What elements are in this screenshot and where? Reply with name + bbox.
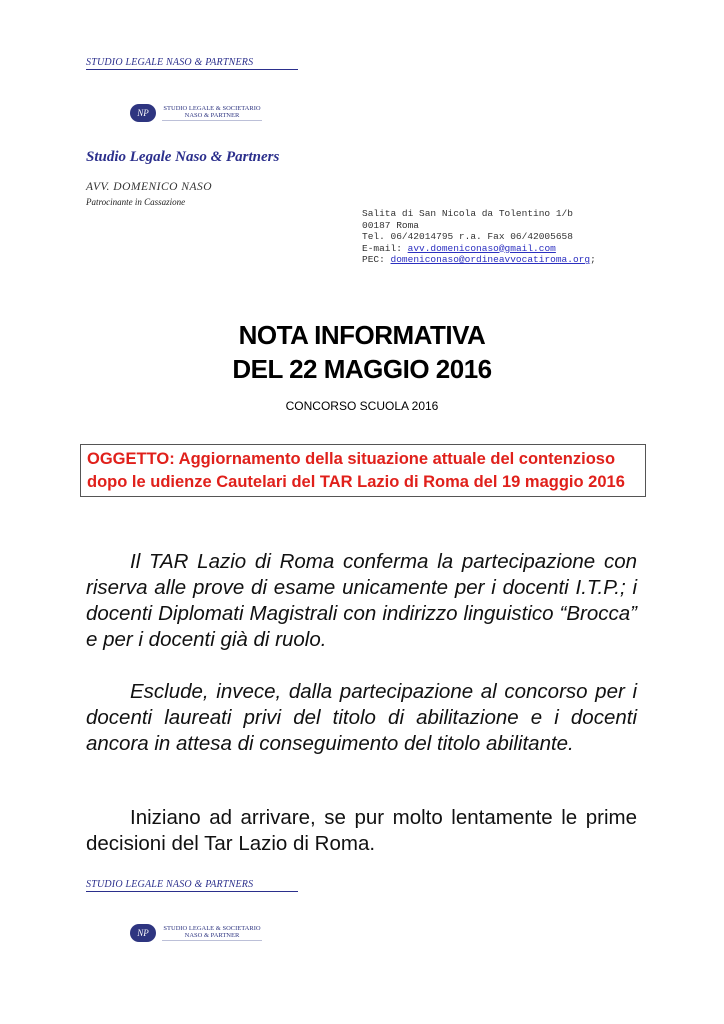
logo-text [162,105,262,121]
paragraph-1-text: Il TAR Lazio di Roma conferma la partecipazione con riserva alle prove di esame unicamente per i docenti I.T.P.; i docenti Diplomati Magistrali con indirizzo linguistico “Brocca” e per i docenti già di ruolo. [86,550,637,651]
logo-divider [162,120,262,121]
subject-box: OGGETTO: Aggiornamento della situazione attuale del contenzioso dopo le udienze Cautelari del TAR Lazio di Roma del 19 maggio 2016 [80,444,646,497]
logo-text-line2: NASO & PARTNER [184,112,240,119]
header-studio-label: STUDIO LEGALE NASO & PARTNERS [86,57,298,70]
pec-suffix: ; [590,254,596,265]
paragraph-3 [86,805,637,857]
address-street: Salita di San Nicola da Tolentino 1/b [362,208,573,219]
footer-logo [130,924,262,942]
address-phone: Tel. 06/42014795 r.a. Fax 06/42005658 [362,231,573,242]
header-logo [130,104,262,122]
logo-mark-icon [130,104,156,122]
lawyer-name: AVV. DOMENICO NASO [86,181,213,193]
paragraph-2-text: Esclude, invece, dalla partecipazione al concorso per i docenti laureati privi del titolo di abilitazione e i docenti ancora in attesa di conseguimento del titolo abilitante. [86,680,637,755]
paragraph-1 [86,549,637,653]
pec-label: PEC: [362,254,385,265]
footer-logo-text-line1: STUDIO LEGALE & SOCIETARIO [163,925,261,932]
paragraph-2 [86,679,637,757]
title-line2: DEL 22 MAGGIO 2016 [232,354,492,384]
pec-link[interactable]: domeniconaso@ordineavvocatiroma.org [390,254,591,265]
logo-text-line1: STUDIO LEGALE & SOCIETARIO [163,105,261,112]
paragraph-3-text: Iniziano ad arrivare, se pur molto lentamente le prime decisioni del Tar Lazio di Roma. [86,806,637,855]
address-pec-row [362,254,596,266]
address-email-row [362,243,596,255]
footer-logo-divider [162,940,262,941]
email-link[interactable]: avv.domeniconaso@gmail.com [407,242,556,254]
lawyer-qualification: Patrocinante in Cassazione [86,197,186,207]
email-label: E-mail: [362,242,402,254]
title-line1: NOTA INFORMATIVA [238,320,486,350]
document-subtitle: CONCORSO SCUOLA 2016 [285,399,439,413]
logo-mark-text: NP [137,108,149,118]
address-city: 00187 Roma [362,219,420,231]
footer-logo-mark-text: NP [137,928,149,938]
address-block [362,208,596,266]
footer-logo-text-line2: NASO & PARTNER [184,932,240,939]
firm-name: Studio Legale Naso & Partners [86,149,280,165]
footer-studio-label: STUDIO LEGALE NASO & PARTNERS [86,879,298,892]
footer-logo-mark-icon [130,924,156,942]
document-title [0,318,724,386]
footer-logo-text [162,925,262,941]
